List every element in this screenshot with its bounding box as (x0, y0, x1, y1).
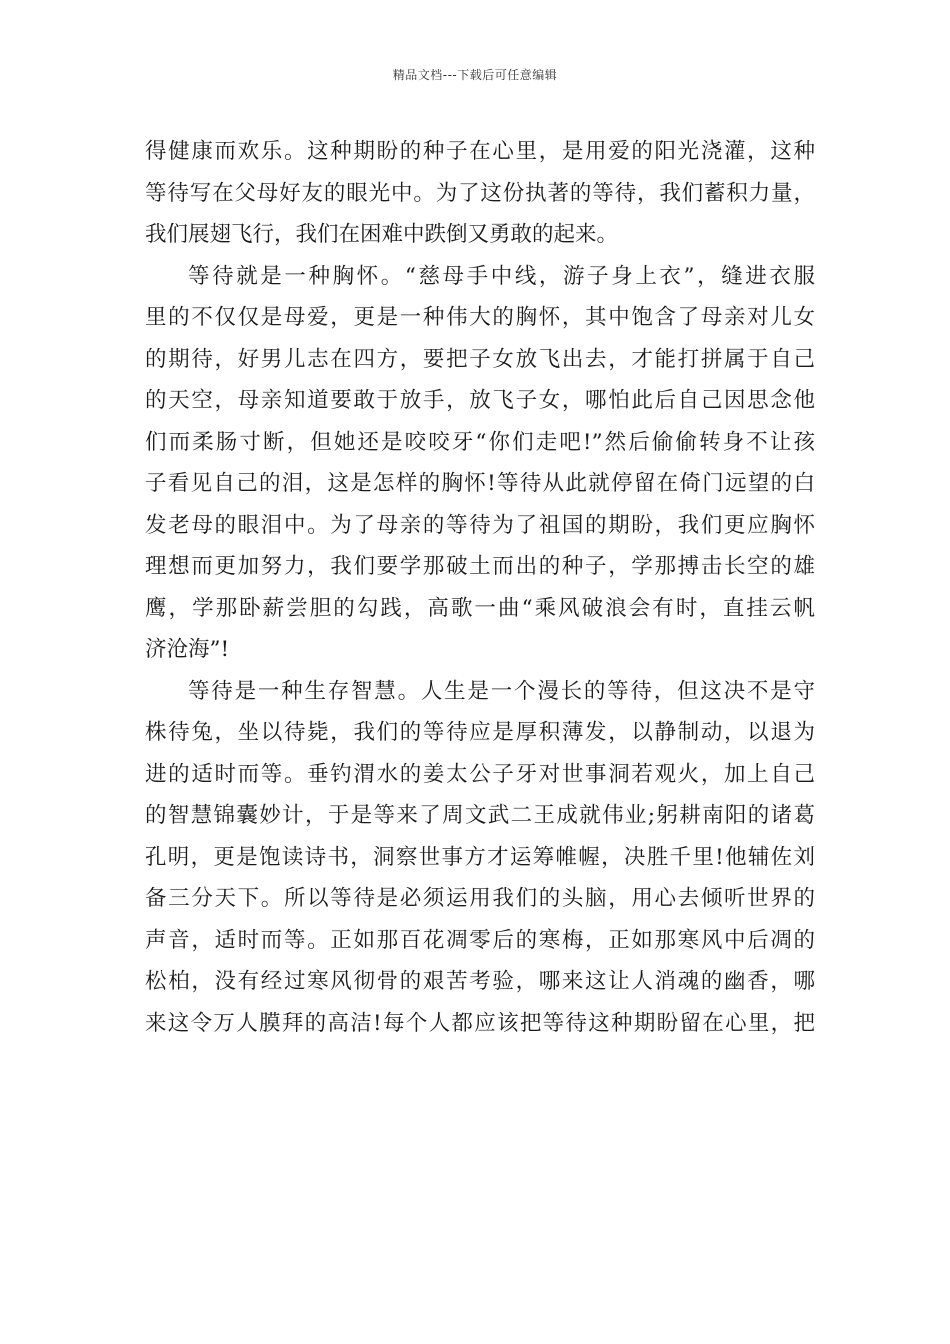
text-line: 理想而更加努力，我们要学那破土而出的种子，学那搏击长空的雄 (145, 554, 815, 579)
text-line: 孔明，更是饱读诗书，洞察世事方才运筹帷幄，决胜千里!他辅佐刘 (145, 844, 815, 870)
text-line: 松柏，没有经过寒风彻骨的艰苦考验，哪来这让人消魂的幽香，哪 (145, 969, 815, 994)
body-text (145, 131, 815, 1044)
text-line: 里的不仅仅是母爱，更是一种伟大的胸怀，其中饱含了母亲对儿女 (145, 305, 815, 330)
text-line: 们而柔肠寸断，但她还是咬咬牙“你们走吧!”然后偷偷转身不让孩 (145, 429, 815, 455)
text-line: 等待写在父母好友的眼光中。为了这份执著的等待，我们蓄积力量， (145, 180, 815, 206)
paragraph-3 (145, 671, 815, 1045)
text-line: 备三分天下。所以等待是必须运用我们的头脑，用心去倾听世界的 (145, 886, 815, 911)
text-line: 鹰，学那卧薪尝胆的勾践，高歌一曲“乘风破浪会有时，直挂云帆 (145, 595, 815, 621)
text-line: 子看见自己的泪，这是怎样的胸怀!等待从此就停留在倚门远望的白 (145, 471, 815, 496)
paragraph-2 (145, 256, 815, 671)
text-line: 来这令万人膜拜的高洁!每个人都应该把等待这种期盼留在心里，把 (145, 1010, 815, 1036)
text-line: 等待是一种生存智慧。人生是一个漫长的等待，但这决不是守 (188, 678, 815, 704)
text-line: 济沧海”! (145, 637, 230, 662)
text-line: 发老母的眼泪中。为了母亲的等待为了祖国的期盼，我们更应胸怀 (145, 512, 815, 538)
text-line: 的期待，好男儿志在四方，要把子女放飞出去，才能打拼属于自己 (145, 346, 815, 372)
text-line: 进的适时而等。垂钓渭水的姜太公子牙对世事洞若观火，加上自己 (145, 761, 815, 787)
text-line: 等待就是一种胸怀。“慈母手中线，游子身上衣”，缝进衣服 (188, 263, 815, 289)
paragraph-1 (145, 131, 815, 256)
text-line: 的天空，母亲知道要敢于放手，放飞子女，哪怕此后自己因思念他 (145, 388, 815, 413)
page-header: 精品文档---下载后可任意编辑 (392, 68, 558, 82)
text-line: 我们展翅飞行，我们在困难中跌倒又勇敢的起来。 (145, 222, 619, 247)
text-line: 株待兔，坐以待毙，我们的等待应是厚积薄发，以静制动，以退为 (145, 720, 815, 745)
text-line: 声音，适时而等。正如那百花凋零后的寒梅，正如那寒风中后凋的 (145, 927, 815, 953)
text-line: 的智慧锦囊妙计，于是等来了周文武二王成就伟业;躬耕南阳的诸葛 (145, 803, 815, 828)
text-line: 得健康而欢乐。这种期盼的种子在心里，是用爱的阳光浇灌，这种 (145, 139, 815, 164)
